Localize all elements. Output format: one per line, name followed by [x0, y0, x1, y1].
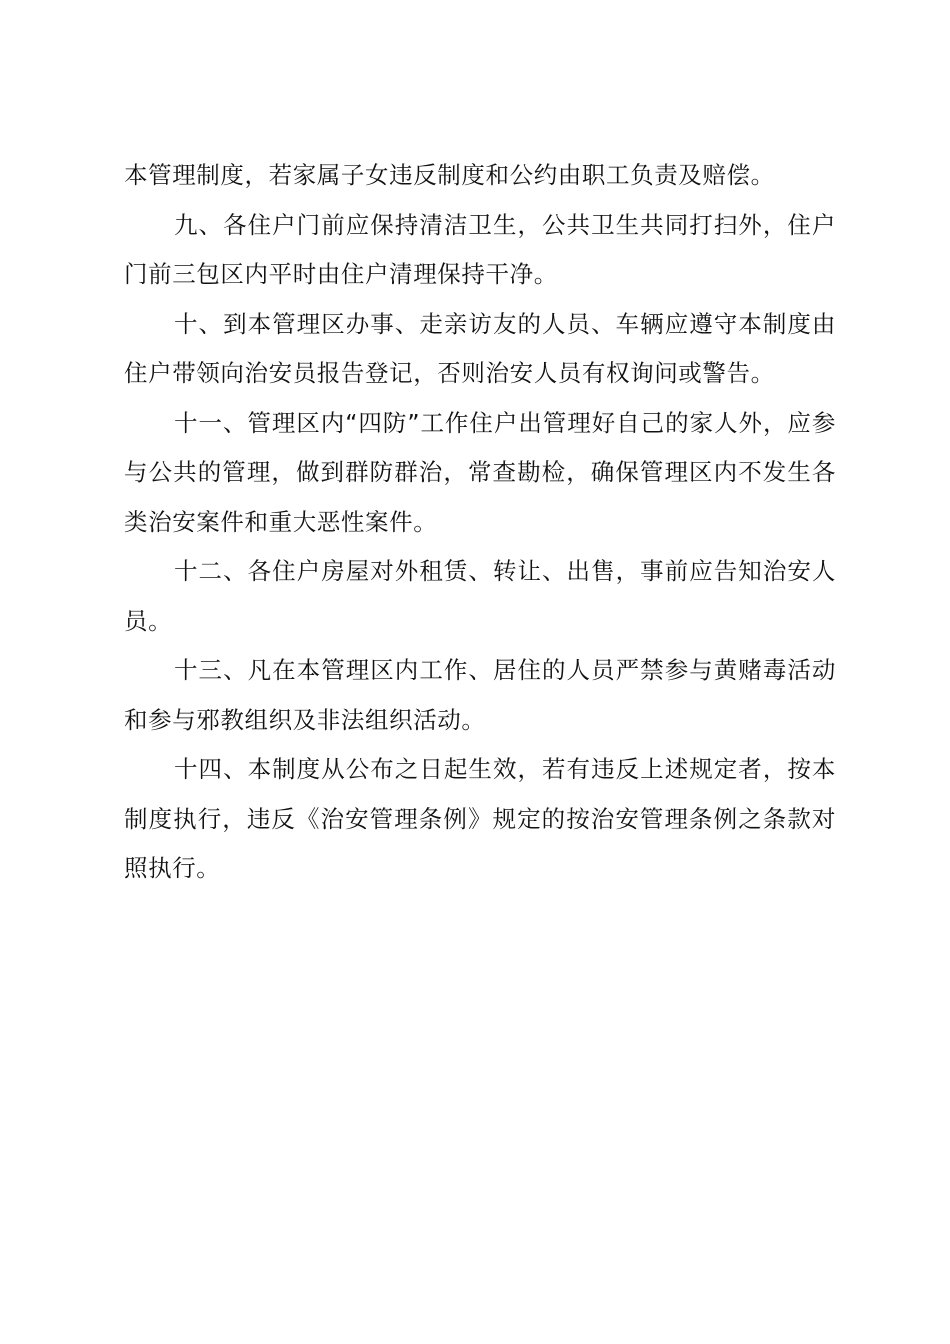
- paragraph-clause-11: 十一、管理区内“四防”工作住户出管理好自己的家人外，应参与公共的管理，做到群防群治，常查勘检，确保管理区内不发生各类治安案件和重大恶性案件。: [124, 408, 836, 536]
- paragraph-clause-14: 十四、本制度从公布之日起生效，若有违反上述规定者，按本制度执行，违反《治安管理条例》规定的按治安管理条例之条款对照执行。: [124, 755, 836, 882]
- paragraph-clause-10: 十、到本管理区办事、走亲访友的人员、车辆应遵守本制度由住户带领向治安员报告登记，否则治安人员有权询问或警告。: [124, 309, 836, 387]
- paragraph-clause-12: 十二、各住户房屋对外租赁、转让、出售，事前应告知治安人员。: [124, 557, 836, 635]
- paragraph-continuation: 本管理制度，若家属子女违反制度和公约由职工负责及赔偿。: [124, 161, 775, 189]
- document-body: [124, 151, 836, 894]
- paragraph-clause-13: 十三、凡在本管理区内工作、居住的人员严禁参与黄赌毒活动和参与邪教组织及非法组织活动。: [124, 656, 836, 734]
- paragraph-clause-9: 九、各住户门前应保持清洁卫生，公共卫生共同打扫外，住户门前三包区内平时由住户清理保持干净。: [124, 210, 836, 288]
